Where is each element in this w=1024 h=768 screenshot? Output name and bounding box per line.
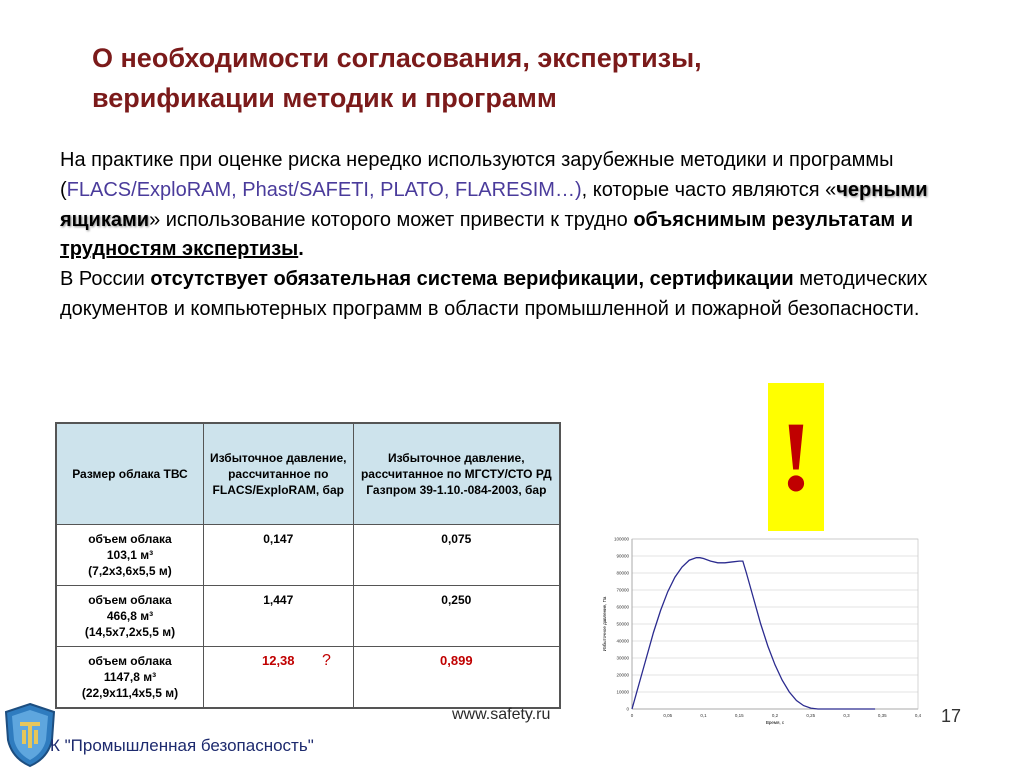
title-line-1: О необходимости согласования, экспертизы,: [92, 43, 702, 73]
p1-text-b: , которые часто являются «: [581, 178, 837, 201]
cloud-volume: 466,8 м³: [106, 609, 154, 623]
paragraph-1: [60, 146, 930, 265]
cloud-dims: (22,9x11,4x5,5 м): [81, 686, 179, 700]
y-tick-label: 20000: [616, 672, 629, 678]
shield-logo-icon: [0, 700, 60, 768]
y-tick-label: 70000: [616, 587, 629, 593]
flacs-value-text: 12,38: [261, 653, 295, 668]
paragraph-2: [60, 265, 930, 325]
cloud-size-cell: [56, 525, 203, 586]
pressure-line: [632, 558, 875, 709]
p2-text-b: методических документов и компьютерных программ в области промышленной и пожарной безопасности.: [60, 268, 928, 320]
program-list: FLACS/ExploRAM, Phast/SAFETI, PLATO, FLARESIM…): [66, 178, 582, 201]
p1-text-c: » использование которого может привести к трудно: [149, 208, 634, 231]
y-tick-label: 30000: [616, 655, 629, 661]
chart-grid: [632, 539, 918, 709]
header-cloud-size: Размер облака ТВС: [56, 423, 203, 525]
x-axis-label: Время, с: [765, 720, 785, 725]
y-tick-label: 50000: [616, 621, 629, 627]
title-line-2: верификации методик и программ: [92, 83, 557, 113]
gost-value: 0,899: [353, 647, 560, 709]
table-row: [56, 525, 560, 586]
cloud-label: объем облака: [88, 654, 172, 668]
x-tick-label: 0,2: [771, 713, 779, 718]
cloud-size-cell: [56, 647, 203, 709]
expert-difficulty-phrase: трудностям экспертизы: [60, 238, 299, 261]
x-tick-label: 0,3: [843, 713, 850, 718]
x-tick-label: 0,05: [663, 713, 673, 718]
organization-name: К "Промышленная безопасность": [50, 736, 314, 755]
y-tick-label: 40000: [616, 638, 629, 644]
y-tick-label: 80000: [616, 570, 629, 576]
table-header-row: [56, 423, 560, 525]
cloud-volume: 103,1 м³: [106, 548, 154, 562]
table-row: [56, 647, 560, 709]
hard-explain-phrase: объяснимым результатам и: [633, 208, 913, 231]
y-tick-label: 10000: [616, 689, 629, 695]
pressure-chart: [596, 531, 926, 727]
y-tick-label: 100000: [613, 536, 629, 542]
flacs-value: 0,147: [203, 525, 353, 586]
gost-value: 0,250: [353, 586, 560, 647]
body-text: [60, 146, 930, 325]
cloud-label: объем облака: [88, 593, 172, 607]
p1-text-e: .: [298, 238, 304, 261]
x-tick-labels: [631, 713, 922, 718]
x-tick-label: 0,4: [914, 713, 922, 718]
question-mark: ?: [321, 652, 331, 669]
black-boxes-phrase: черными ящиками: [60, 178, 928, 231]
x-tick-label: 0,15: [734, 713, 744, 718]
p2-text-a: В России: [60, 268, 151, 291]
cloud-size-cell: [56, 586, 203, 647]
comparison-table: [55, 422, 561, 709]
page-number: 17: [941, 706, 962, 726]
y-tick-labels: [614, 537, 630, 712]
p1-text-a: На практике при оценке риска нередко используются зарубежные методики и программы (: [60, 149, 894, 201]
exclamation-icon: !: [779, 401, 813, 512]
flacs-value: 1,447: [203, 586, 353, 647]
gost-value: 0,075: [353, 525, 560, 586]
y-tick-label: 0: [626, 706, 629, 712]
cloud-dims: (14,5x7,2x5,5 м): [84, 625, 176, 639]
cloud-label: объем облака: [88, 532, 172, 546]
header-flacs: Избыточное давление, рассчитанное по FLACS/ExploRAM, бар: [203, 423, 353, 525]
alert-box: [768, 383, 824, 531]
x-tick-label: 0,35: [877, 713, 887, 718]
x-tick-label: 0,1: [700, 713, 707, 718]
cloud-volume: 1147,8 м³: [103, 670, 157, 684]
table-row: [56, 586, 560, 647]
flacs-value: [203, 647, 353, 709]
website-link[interactable]: www.safety.ru: [452, 706, 551, 723]
y-tick-label: 90000: [616, 553, 629, 559]
y-axis-label: Избыточное давление, Па: [602, 596, 607, 652]
x-tick-label: 0,25: [806, 713, 816, 718]
x-tick-label: 0: [630, 713, 634, 718]
slide-title: [92, 38, 972, 118]
p2-bold: отсутствует обязательная система верификации, сертификации: [150, 268, 794, 291]
y-tick-label: 60000: [616, 604, 629, 610]
header-gost: Избыточное давление, рассчитанное по МГСТУ/СТО РД Газпром 39-1.10.-084-2003, бар: [353, 423, 560, 525]
cloud-dims: (7,2x3,6x5,5 м): [88, 564, 172, 578]
chart-series: [632, 558, 875, 709]
